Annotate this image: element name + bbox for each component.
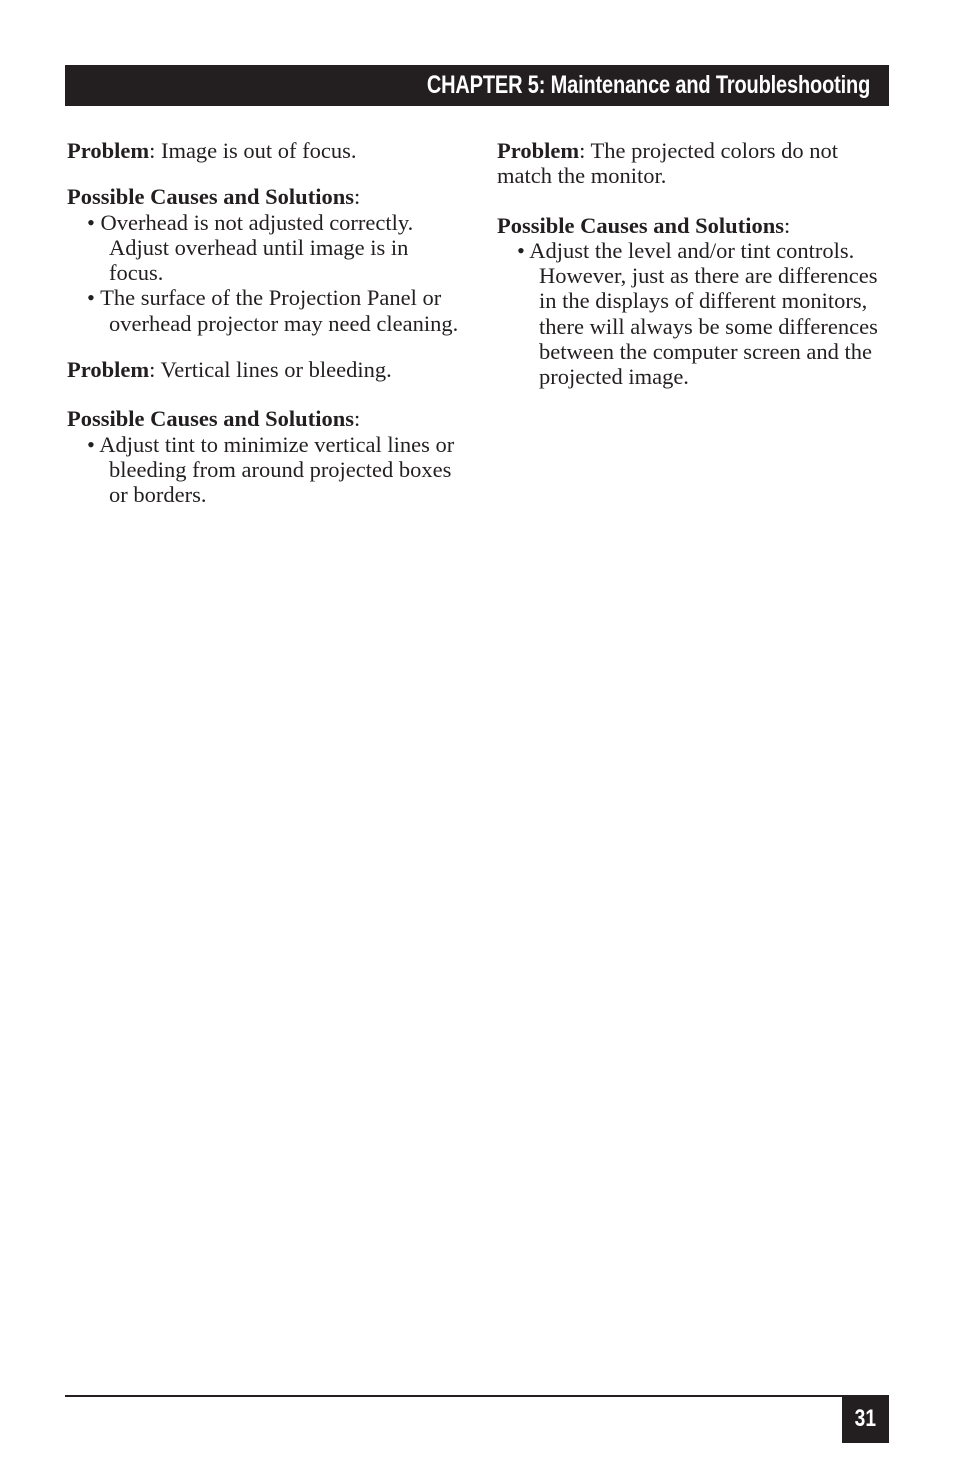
causes-label: Possible Causes and Solutions xyxy=(67,406,354,432)
footer-rule xyxy=(65,1395,845,1397)
causes-colon: : xyxy=(353,184,361,210)
causes-heading xyxy=(497,213,889,238)
problem-image-focus xyxy=(67,138,467,163)
chapter-header-bar xyxy=(65,65,889,106)
chapter-title: CHAPTER 5: Maintenance and Troubleshooting xyxy=(426,71,870,99)
causes-label: Possible Causes and Solutions xyxy=(67,184,354,210)
problem-label: Problem xyxy=(497,138,580,163)
bullet-item: • Overhead is not adjusted correctly. Adjust overhead until image is in focus. xyxy=(87,209,414,286)
problem-text: : Vertical lines or bleeding. xyxy=(149,357,392,383)
causes-colon: : xyxy=(783,212,791,238)
bullet-item: • Adjust the level and/or tint controls. However, just as there are differences in the displays of different monitors, there will always be some differences between the computer screen and the projected image. xyxy=(517,237,878,390)
bullet-item: • The surface of the Projection Panel or overhead projector may need cleaning. xyxy=(87,285,459,336)
page-number: 31 xyxy=(854,1405,877,1432)
problem-label: Problem xyxy=(67,357,150,383)
problem-text: : The projected colors do not match the monitor. xyxy=(497,138,838,189)
problem-text: : Image is out of focus. xyxy=(149,138,357,163)
left-column xyxy=(67,138,467,508)
problem-colors-mismatch xyxy=(497,138,889,189)
problem-vertical-lines xyxy=(67,357,467,382)
causes-colon: : xyxy=(353,406,361,432)
page-number-box xyxy=(842,1395,889,1443)
causes-label: Possible Causes and Solutions xyxy=(497,212,784,238)
causes-heading xyxy=(67,406,467,431)
right-column xyxy=(497,138,889,390)
bullet-item: • Adjust tint to minimize vertical lines or bleeding from around projected boxes or borders. xyxy=(87,431,455,508)
problem-label: Problem xyxy=(67,138,150,163)
causes-heading xyxy=(67,184,467,209)
